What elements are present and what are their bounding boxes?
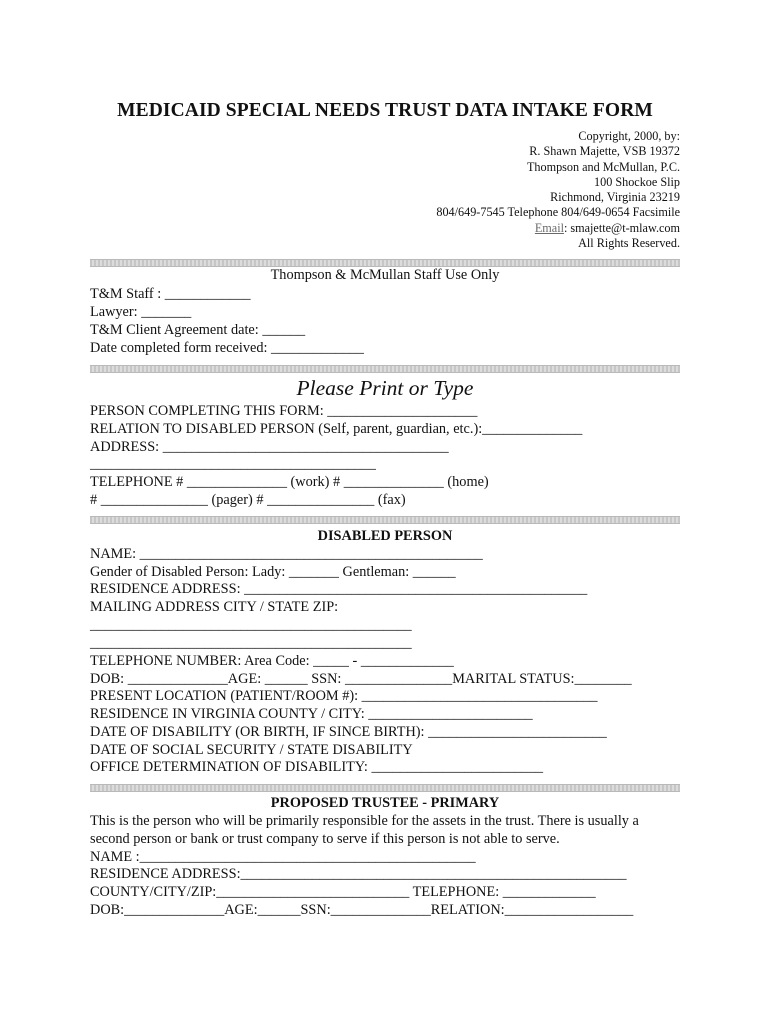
disabled-person-heading: DISABLED PERSON	[317, 528, 453, 544]
email-value: : smajette@t-mlaw.com	[563, 220, 680, 235]
office-determination-field[interactable]: OFFICE DETERMINATION OF DISABILITY: ________________________	[90, 759, 544, 775]
disabled-name-field[interactable]: NAME: ________________________________________________	[90, 546, 483, 562]
trustee-description-line-2: second person or bank or trust company to serve if this person is not able to serve.	[90, 831, 560, 847]
relation-field[interactable]: RELATION TO DISABLED PERSON (Self, parent, guardian, etc.):______________	[90, 421, 583, 437]
section-divider	[90, 516, 680, 524]
address-line-2-field[interactable]: ________________________________________	[90, 456, 376, 472]
residence-address-field[interactable]: RESIDENCE ADDRESS: ________________________________________________	[90, 581, 588, 597]
date-of-disability-field[interactable]: DATE OF DISABILITY (OR BIRTH, IF SINCE BIRTH): _________________________	[90, 724, 607, 740]
mailing-address-line-3-field[interactable]: _____________________________________________	[90, 635, 412, 651]
staff-heading: Thompson & McMullan Staff Use Only	[270, 267, 500, 283]
trustee-description-line-1: This is the person who will be primarily responsible for the assets in the trust. There is usually a	[90, 813, 639, 829]
gender-field[interactable]: Gender of Disabled Person: Lady: _______ Gentleman: ______	[90, 564, 456, 580]
city-line: Richmond, Virginia 23219	[550, 190, 680, 205]
phone-fax-line: 804/649-7545 Telephone 804/649-0654 Facsimile	[436, 205, 680, 220]
street-line: 100 Shockoe Slip	[594, 174, 680, 189]
telephone-field[interactable]: TELEPHONE # ______________ (work) # ______________ (home)	[90, 474, 489, 490]
trustee-dob-age-ssn-relation-field[interactable]: DOB:______________AGE:______SSN:______________RELATION:__________________	[90, 902, 634, 918]
trustee-heading: PROPOSED TRUSTEE - PRIMARY	[270, 795, 500, 811]
form-title: MEDICAID SPECIAL NEEDS TRUST DATA INTAKE FORM	[117, 100, 653, 121]
trustee-residence-field[interactable]: RESIDENCE ADDRESS:______________________________________________________	[90, 866, 627, 882]
residence-county-field[interactable]: RESIDENCE IN VIRGINIA COUNTY / CITY: _______________________	[90, 706, 533, 722]
ss-disability-label: DATE OF SOCIAL SECURITY / STATE DISABILITY	[90, 742, 413, 758]
address-field[interactable]: ADDRESS: ________________________________________	[90, 439, 449, 455]
print-or-type-heading: Please Print or Type	[296, 376, 474, 400]
tm-staff-field[interactable]: T&M Staff : ____________	[90, 286, 251, 302]
present-location-field[interactable]: PRESENT LOCATION (PATIENT/ROOM #): _________________________________	[90, 688, 598, 704]
section-divider	[90, 365, 680, 373]
firm-line: Thompson and McMullan, P.C.	[526, 159, 680, 174]
trustee-name-field[interactable]: NAME :_______________________________________________	[90, 849, 476, 865]
client-agreement-date-field[interactable]: T&M Client Agreement date: ______	[90, 322, 306, 338]
form-received-date-field[interactable]: Date completed form received: _____________	[90, 340, 364, 356]
rights-line: All Rights Reserved.	[578, 236, 680, 251]
email-link[interactable]: Email	[534, 220, 564, 235]
trustee-county-telephone-field[interactable]: COUNTY/CITY/ZIP:___________________________ TELEPHONE: _____________	[90, 884, 596, 900]
copyright-block	[436, 129, 680, 251]
lawyer-field[interactable]: Lawyer: _______	[90, 304, 192, 320]
section-divider	[90, 784, 680, 792]
email-line	[436, 221, 680, 236]
dob-age-ssn-marital-field[interactable]: DOB: ______________AGE: ______ SSN: _______________MARITAL STATUS:________	[90, 671, 632, 687]
telephone-number-field[interactable]: TELEPHONE NUMBER: Area Code: _____ - _____________	[90, 653, 454, 669]
author-line: R. Shawn Majette, VSB 19372	[529, 144, 680, 159]
person-completing-field[interactable]: PERSON COMPLETING THIS FORM: _____________________	[90, 403, 478, 419]
mailing-address-label: MAILING ADDRESS CITY / STATE ZIP:	[90, 599, 339, 615]
copyright-line: Copyright, 2000, by:	[578, 129, 680, 143]
mailing-address-line-2-field[interactable]: _____________________________________________	[90, 617, 412, 633]
pager-fax-field[interactable]: # _______________ (pager) # _______________ (fax)	[90, 492, 406, 508]
